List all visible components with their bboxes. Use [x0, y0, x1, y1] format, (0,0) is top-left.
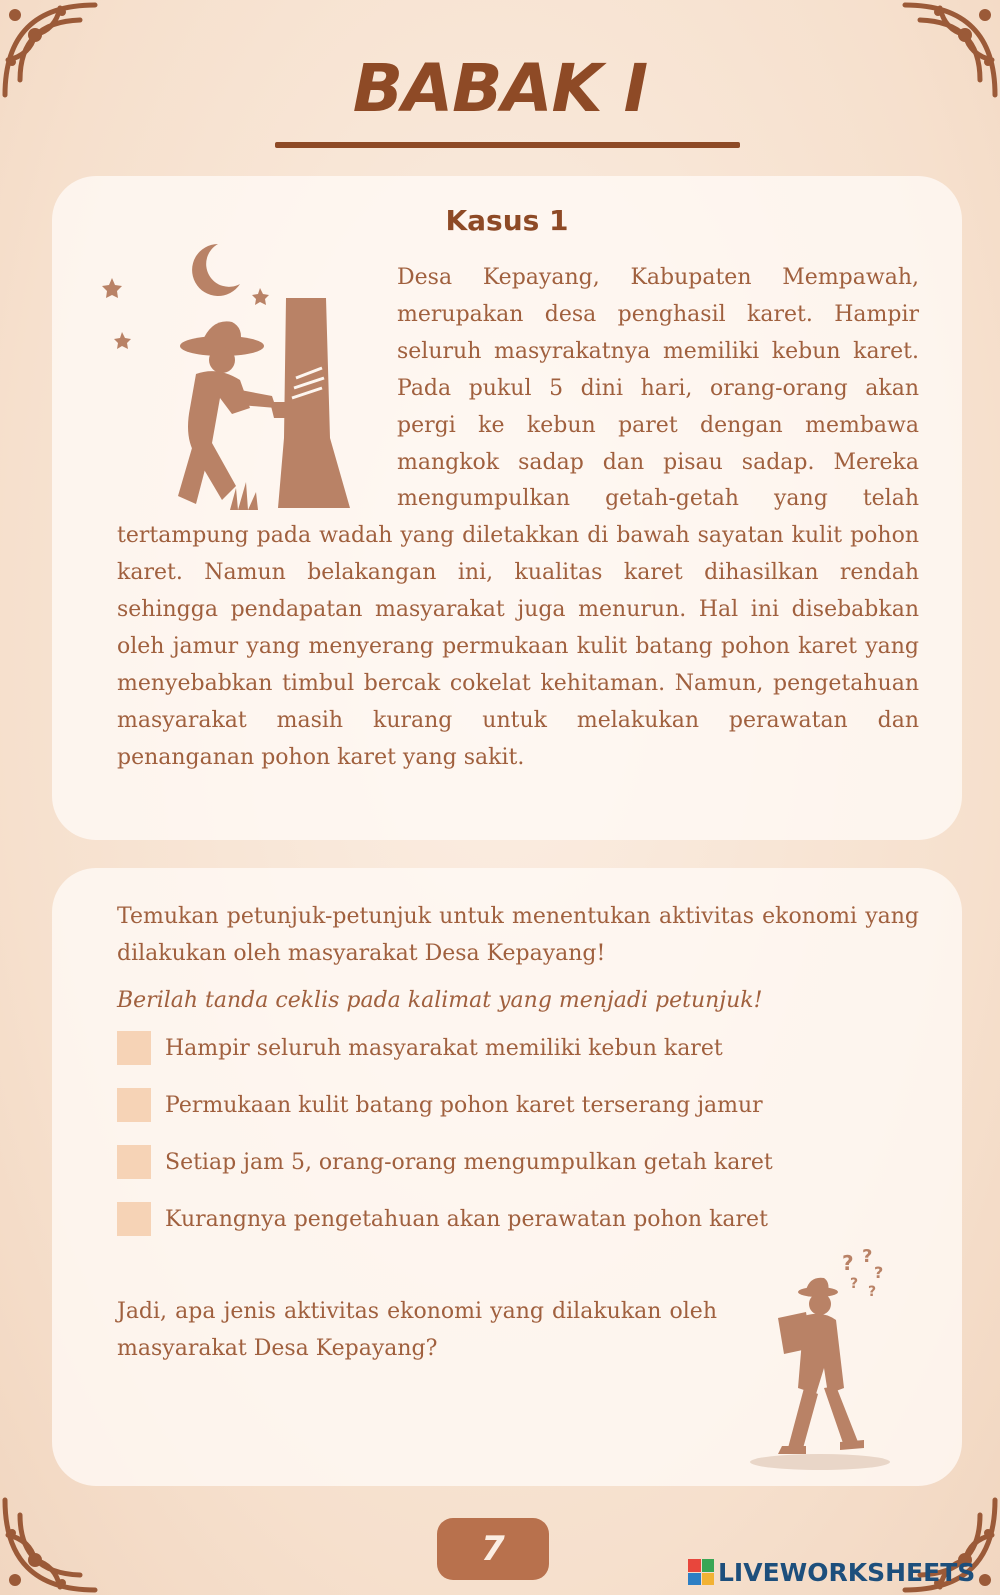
case-card [52, 176, 962, 840]
option-row[interactable] [117, 1144, 919, 1180]
task-question: Jadi, apa jenis aktivitas ekonomi yang dilakukan oleh masyarakat Desa Kepayang? [117, 1299, 717, 1361]
task-instruction: Berilah tanda ceklis pada kalimat yang menjadi petunjuk! [117, 988, 763, 1013]
option-label: Setiap jam 5, orang-orang mengumpulkan getah karet [165, 1149, 773, 1175]
thinking-detective-illustration [732, 1248, 932, 1473]
case-paragraph [117, 260, 919, 777]
liveworksheets-logo-icon [688, 1559, 714, 1585]
page-title: BABAK I [352, 50, 648, 127]
option-row[interactable] [117, 1030, 919, 1066]
option-row[interactable] [117, 1087, 919, 1123]
option-checkbox[interactable] [117, 1031, 151, 1065]
option-label: Hampir seluruh masyarakat memiliki kebun karet [165, 1035, 723, 1061]
task-intro: Temukan petunjuk-petunjuk untuk menentukan aktivitas ekonomi yang dilakukan oleh masyarakat Desa Kepayang! [117, 904, 919, 966]
page-number: 7 [437, 1518, 549, 1580]
case-title: Kasus 1 [445, 204, 569, 237]
svg-text:?: ? [874, 1263, 884, 1282]
option-label: Permukaan kulit batang pohon karet terserang jamur [165, 1092, 763, 1118]
svg-text:?: ? [868, 1284, 877, 1300]
case-paragraph-text: Desa Kepayang, Kabupaten Mempawah, merupakan desa penghasil karet. Hampir seluruh masyrakatnya memiliki kebun karet. Pada pukul 5 dini hari, orang-orang akan pergi ke kebun paret dengan membawa mangkok sadap dan pisau sadap. Mereka mengumpulkan getah-getah yang telah tertampung pada wadah yang diletakkan di bawah sayatan kulit pohon karet. Namun belakangan ini, kualitas karet dihasilkan rendah sehingga pendapatan masyarakat juga menurun. Hal ini disebabkan oleh jamur yang menyerang permukaan kulit batang pohon karet yang menyebabkan timbul bercak cokelat kehitaman. Namun, pengetahuan masyarakat masih kurang untuk melakukan perawatan dan penanganan pohon karet yang sakit. [117, 265, 919, 770]
svg-text:?: ? [862, 1248, 873, 1267]
option-checkbox[interactable] [117, 1145, 151, 1179]
watermark-text: LIVEWORKSHEETS [718, 1557, 976, 1587]
corner-ornament [0, 1485, 110, 1595]
option-checkbox[interactable] [117, 1202, 151, 1236]
title-divider [275, 142, 740, 148]
task-card [52, 868, 962, 1486]
option-row[interactable] [117, 1201, 919, 1237]
option-label: Kurangnya pengetahuan akan perawatan pohon karet [165, 1206, 768, 1232]
svg-text:?: ? [842, 1251, 854, 1275]
svg-text:?: ? [850, 1276, 859, 1292]
option-checkbox[interactable] [117, 1088, 151, 1122]
liveworksheets-watermark [688, 1555, 975, 1589]
illustration-spacer [117, 260, 397, 516]
